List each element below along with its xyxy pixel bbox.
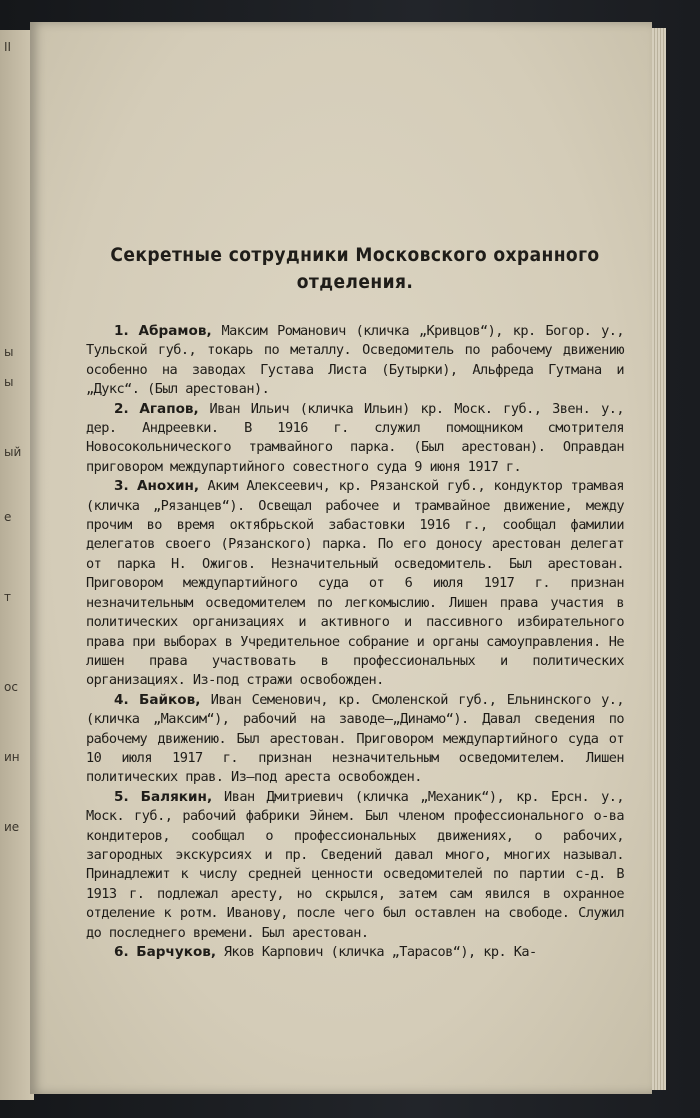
left-fragment: ы [4, 345, 14, 359]
entry-text: Максим Романович (кличка „Кривцов“), кр. Богор. у., Тульской губ., токарь по металлу. Осведомитель по рабочему движению особенно на заводах Густава Листа (Бутырки), Альфреда Гутмана и „Дукс“. (Был арестован). [86, 323, 624, 398]
title-line-1: Секретные сотрудники Московского охранного [110, 244, 600, 266]
left-fragment: ие [4, 820, 20, 834]
entry-text: Иван Семенович, кр. Смоленской губ., Ельнинского у., (кличка „Максим“), рабочий на заводе—„Динамо“). Давал сведения по рабочему движению. Был арестован. Приговором междупартийного суда от 10 июля 1917 г. признан незначительным осведомителем. Лишен политических прав. Из—под ареста освобожден. [86, 691, 624, 786]
entry-4 [86, 691, 624, 788]
entries-list [86, 322, 624, 962]
entry-text: Иван Дмитриевич (кличка „Механик“), кр. Ерсн. у., Моск. губ., рабочий фабрики Эйнем. Был членом профессионального о-ва кондитеров, сообщал о профессиональных движениях, о рабочих, загородных экскурсиях и пр. Сведений давал много, многих называл. Принадлежит к числу средней ценности осведомителей по партии с-д. В 1913 г. подлежал аресту, но скрылся, затем сам явился в охранное отделение к ротм. Иванову, после чего был оставлен на свободе. Служил до последнего времени. Был арестован. [86, 788, 624, 941]
entry-number: 1. [114, 323, 129, 339]
entry-number: 5. [114, 788, 129, 805]
left-fragment: ы [4, 375, 14, 389]
entry-number: 2. [114, 400, 129, 417]
left-fragment: ин [4, 750, 20, 764]
page-title [86, 242, 624, 296]
left-fragment: ый [4, 445, 22, 459]
left-fragment: е [4, 510, 12, 524]
left-fragment: ос [4, 680, 18, 694]
entry-text: Яков Карпович (кличка „Тарасов“), кр. Ка- [216, 944, 537, 960]
left-page-edge [0, 30, 34, 1100]
entry-text: Аким Алексеевич, кр. Рязанской губ., кондуктор трамвая (кличка „Рязанцев“). Освещал рабочее и трамвайное движение, между прочим во время октябрьской забастовки 1916 г., сообщал фамилии делегатов своего (Рязанского) парка. По его доносу арестован делегат от парка Н. Ожигов. Незначительный осведомитель. Был арестован. Приговором междупартийного суда от 6 июля 1917 г. признан незначительным осведомителем по легкомыслию. Лишен права участия в политических организациях и активного и пассивного избирательного права при выборах в Учредительное собрание и органы самоуправления. Не лишен права участвовать в профессиональных и политических организациях. Из-под стражи освобожден. [86, 478, 624, 689]
entry-1 [86, 322, 624, 400]
left-fragment: т [4, 590, 11, 604]
entry-number: 4. [114, 691, 129, 708]
entry-number: 6. [114, 944, 129, 960]
entry-surname: Анохин, [136, 478, 200, 495]
entry-3 [86, 477, 624, 690]
entry-number: 3. [114, 478, 129, 495]
page-text-block [86, 242, 624, 962]
left-fragment: II [4, 40, 12, 54]
entry-surname: Барчуков, [136, 944, 217, 960]
title-line-2: отделения. [296, 271, 414, 293]
entry-text: Иван Ильич (кличка Ильин) кр. Моск. губ., Звен. у., дер. Андреевки. В 1916 г. служил помощником смотрителя Новосокольнического трамвайного парка. (Был арестован). Оправдан приговором междупартийного совестного суда 9 июня 1917 г. [86, 400, 624, 475]
entry-2 [86, 400, 624, 478]
entry-surname: Балякин, [140, 788, 213, 805]
entry-5 [86, 788, 624, 943]
entry-surname: Абрамов, [138, 323, 212, 339]
entry-surname: Агапов, [139, 400, 199, 417]
entry-surname: Байков, [138, 691, 201, 708]
book-page [30, 22, 652, 1094]
entry-6 [86, 943, 624, 962]
